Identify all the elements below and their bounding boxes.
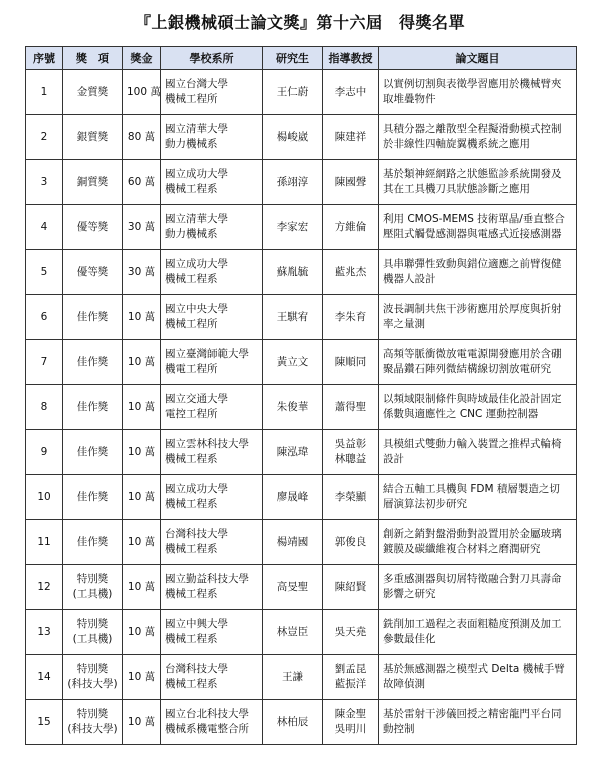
header-advisor: 指導教授 <box>323 47 379 70</box>
cell-no-text: 6 <box>40 310 48 323</box>
cell-thesis <box>379 610 577 655</box>
cell-school-text: 機械工程所 <box>165 318 218 330</box>
cell-advisor-text: 陳順同 <box>334 355 367 368</box>
cell-thesis-text: 影響之研究 <box>383 588 436 600</box>
cell-prize-text: 30 萬 <box>127 220 156 233</box>
cell-no-text: 1 <box>40 85 48 98</box>
cell-award-text: (工具機) <box>72 633 113 645</box>
cell-thesis <box>379 430 577 475</box>
cell-award <box>63 610 123 655</box>
cell-advisor <box>323 700 379 745</box>
cell-thesis-text: 利用 CMOS-MEMS 技術單晶/垂直整合 <box>383 213 565 225</box>
cell-school <box>161 385 263 430</box>
cell-school-text: 台灣科技大學 <box>165 663 228 675</box>
cell-thesis-text: 基於類神經網路之狀態監診系統開發及 <box>383 168 562 180</box>
cell-no-text: 10 <box>37 490 51 503</box>
cell-advisor-text: 李志中 <box>334 85 367 98</box>
cell-advisor <box>323 430 379 475</box>
cell-award <box>63 250 123 295</box>
cell-advisor <box>323 295 379 340</box>
cell-award-text: (工具機) <box>72 588 113 600</box>
cell-no-text: 9 <box>40 445 48 458</box>
cell-no <box>26 70 63 115</box>
cell-award-text: 銅質獎 <box>76 175 109 188</box>
cell-thesis-text: 具串聯彈性致動與錯位適應之前臂復健 <box>383 258 562 270</box>
cell-advisor <box>323 340 379 385</box>
cell-advisor <box>323 205 379 250</box>
cell-award <box>63 205 123 250</box>
table-row <box>26 115 577 160</box>
cell-award <box>63 70 123 115</box>
cell-school-text: 機電工程所 <box>165 363 218 375</box>
cell-school-text: 機械工程系 <box>165 183 218 195</box>
cell-award-text: 佳作獎 <box>76 490 109 503</box>
cell-thesis <box>379 340 577 385</box>
cell-school <box>161 160 263 205</box>
cell-advisor <box>323 475 379 520</box>
cell-thesis-text: 創新之銷對盤滑動對設置用於金屬玻璃 <box>383 528 562 540</box>
cell-advisor <box>323 520 379 565</box>
cell-student-text: 蘇胤毓 <box>276 265 309 278</box>
cell-student-text: 黃立文 <box>276 355 309 368</box>
cell-school-text: 機械工程系 <box>165 498 218 510</box>
cell-no <box>26 295 63 340</box>
cell-school-text: 國立清華大學 <box>165 213 228 225</box>
cell-thesis-text: 結合五軸工具機與 FDM 積層製造之切 <box>383 483 560 495</box>
cell-school <box>161 250 263 295</box>
cell-prize-text: 10 萬 <box>127 625 156 638</box>
cell-no <box>26 520 63 565</box>
cell-award <box>63 115 123 160</box>
cell-student-text: 王謙 <box>282 670 303 683</box>
cell-thesis-text: 銑削加工過程之表面粗糙度預測及加工 <box>383 618 562 630</box>
cell-school-text: 國立中央大學 <box>165 303 228 315</box>
cell-award-text: 特別獎 <box>76 708 109 720</box>
cell-thesis <box>379 385 577 430</box>
cell-award <box>63 565 123 610</box>
cell-thesis <box>379 565 577 610</box>
cell-thesis-text: 設計 <box>383 453 404 465</box>
cell-no-text: 13 <box>37 625 51 638</box>
cell-award <box>63 700 123 745</box>
cell-school-text: 國立清華大學 <box>165 123 228 135</box>
cell-award-text: (科技大學) <box>67 678 118 690</box>
cell-no <box>26 340 63 385</box>
cell-prize-text: 80 萬 <box>127 130 156 143</box>
cell-prize-text: 100 萬 <box>127 85 161 98</box>
table-row <box>26 205 577 250</box>
cell-thesis-text: 基於雷射干涉儀回授之精密龍門平台同 <box>383 708 562 720</box>
cell-prize <box>123 295 161 340</box>
cell-student <box>263 430 323 475</box>
cell-no-text: 12 <box>37 580 51 593</box>
cell-school-text: 國立成功大學 <box>165 483 228 495</box>
cell-thesis-text: 以頻域限制條件與時域最佳化設計固定 <box>383 393 562 405</box>
cell-school-text: 國立台北科技大學 <box>165 708 249 720</box>
cell-award-text: 佳作獎 <box>76 355 109 368</box>
cell-advisor <box>323 115 379 160</box>
cell-no-text: 5 <box>40 265 48 278</box>
cell-prize <box>123 250 161 295</box>
cell-thesis <box>379 295 577 340</box>
cell-prize <box>123 655 161 700</box>
cell-student <box>263 655 323 700</box>
cell-school <box>161 565 263 610</box>
cell-thesis-text: 於非線性四軸旋翼機系統之應用 <box>383 138 530 150</box>
cell-student <box>263 565 323 610</box>
cell-thesis <box>379 700 577 745</box>
cell-thesis <box>379 475 577 520</box>
cell-student-text: 楊峻崴 <box>276 130 309 143</box>
cell-thesis-text: 取堆疊物件 <box>383 93 436 105</box>
cell-award <box>63 385 123 430</box>
header-student: 研究生 <box>263 47 323 70</box>
cell-no <box>26 115 63 160</box>
table-row <box>26 655 577 700</box>
cell-award-text: 佳作獎 <box>76 445 109 458</box>
cell-no <box>26 250 63 295</box>
cell-award-text: 金質獎 <box>76 85 109 98</box>
cell-school-text: 電控工程所 <box>165 408 218 420</box>
cell-student <box>263 385 323 430</box>
cell-no-text: 14 <box>37 670 51 683</box>
table-row <box>26 475 577 520</box>
cell-no-text: 4 <box>40 220 48 233</box>
cell-student-text: 陳泓瑋 <box>276 445 309 458</box>
cell-thesis <box>379 655 577 700</box>
cell-prize <box>123 475 161 520</box>
cell-thesis-text: 係數與適應性之 CNC 運動控制器 <box>383 408 539 420</box>
cell-school-text: 機械工程系 <box>165 543 218 555</box>
cell-award-text: (科技大學) <box>67 723 118 735</box>
cell-thesis-text: 率之量測 <box>383 318 425 330</box>
cell-award-text: 特別獎 <box>76 573 109 585</box>
cell-thesis <box>379 520 577 565</box>
cell-school <box>161 340 263 385</box>
header-school: 學校系所 <box>161 47 263 70</box>
cell-student <box>263 70 323 115</box>
cell-school-text: 機械工程所 <box>165 93 218 105</box>
cell-advisor-text: 陳紹賢 <box>334 580 367 593</box>
cell-award-text: 特別獎 <box>76 618 109 630</box>
cell-school <box>161 700 263 745</box>
cell-school-text: 台灣科技大學 <box>165 528 228 540</box>
cell-no <box>26 205 63 250</box>
cell-student-text: 楊靖國 <box>276 535 309 548</box>
cell-no <box>26 385 63 430</box>
table-row <box>26 160 577 205</box>
cell-prize <box>123 565 161 610</box>
cell-school <box>161 115 263 160</box>
cell-school-text: 國立台灣大學 <box>165 78 228 90</box>
cell-student <box>263 610 323 655</box>
cell-thesis-text: 層演算法初步研究 <box>383 498 467 510</box>
cell-student <box>263 115 323 160</box>
cell-thesis-text: 聚晶鑽石陣列微結構線切割放電研究 <box>383 363 551 375</box>
cell-prize <box>123 385 161 430</box>
cell-thesis <box>379 160 577 205</box>
cell-thesis-text: 壓阻式觸覺感測器與電感式近接感測器 <box>383 228 562 240</box>
cell-student <box>263 520 323 565</box>
cell-award-text: 佳作獎 <box>76 310 109 323</box>
cell-student-text: 朱俊華 <box>276 400 309 413</box>
table-row <box>26 295 577 340</box>
cell-school-text: 國立成功大學 <box>165 258 228 270</box>
cell-school-text: 國立中興大學 <box>165 618 228 630</box>
cell-award <box>63 475 123 520</box>
cell-thesis-text: 具模組式雙動力輸入裝置之推桿式輪椅 <box>383 438 562 450</box>
cell-school-text: 動力機械系 <box>165 138 218 150</box>
cell-advisor <box>323 655 379 700</box>
cell-prize <box>123 430 161 475</box>
cell-advisor-text: 劉孟昆 <box>334 663 367 675</box>
cell-thesis <box>379 70 577 115</box>
cell-no <box>26 160 63 205</box>
cell-award <box>63 430 123 475</box>
cell-school-text: 機械工程系 <box>165 588 218 600</box>
cell-prize <box>123 115 161 160</box>
cell-student <box>263 250 323 295</box>
cell-no-text: 15 <box>37 715 51 728</box>
cell-advisor-text: 吳益彰 <box>334 438 367 450</box>
cell-prize-text: 10 萬 <box>127 535 156 548</box>
cell-school-text: 機械工程系 <box>165 633 218 645</box>
cell-advisor-text: 李朱育 <box>334 310 367 323</box>
cell-advisor-text: 陳建祥 <box>334 130 367 143</box>
cell-advisor <box>323 250 379 295</box>
cell-student-text: 林豈臣 <box>276 625 309 638</box>
cell-prize <box>123 340 161 385</box>
cell-school <box>161 70 263 115</box>
cell-no-text: 7 <box>40 355 48 368</box>
cell-prize <box>123 700 161 745</box>
cell-school-text: 機械工程系 <box>165 273 218 285</box>
cell-no <box>26 610 63 655</box>
cell-advisor <box>323 610 379 655</box>
cell-no-text: 3 <box>40 175 48 188</box>
cell-student-text: 高旻聖 <box>276 580 309 593</box>
cell-advisor-text: 方維倫 <box>334 220 367 233</box>
cell-thesis-text: 鍍膜及碳纖維複合材料之磨潤研究 <box>383 543 541 555</box>
cell-school-text: 動力機械系 <box>165 228 218 240</box>
cell-thesis-text: 基於無感測器之模型式 Delta 機械手臂 <box>383 663 565 675</box>
table-row <box>26 340 577 385</box>
cell-school-text: 國立成功大學 <box>165 168 228 180</box>
header-thesis: 論文題目 <box>379 47 577 70</box>
cell-award <box>63 520 123 565</box>
cell-thesis <box>379 115 577 160</box>
cell-award <box>63 655 123 700</box>
cell-award-text: 優等獎 <box>76 220 109 233</box>
cell-no-text: 2 <box>40 130 48 143</box>
cell-thesis-text: 機器人設計 <box>383 273 436 285</box>
cell-student-text: 林柏辰 <box>276 715 309 728</box>
cell-school <box>161 205 263 250</box>
cell-thesis-text: 參數最佳化 <box>383 633 436 645</box>
cell-student <box>263 340 323 385</box>
cell-thesis <box>379 250 577 295</box>
cell-prize-text: 10 萬 <box>127 490 156 503</box>
cell-no-text: 8 <box>40 400 48 413</box>
cell-advisor-text: 陳國聲 <box>334 175 367 188</box>
cell-school <box>161 430 263 475</box>
cell-student <box>263 160 323 205</box>
cell-prize-text: 10 萬 <box>127 580 156 593</box>
cell-advisor-text: 陳金聖 <box>334 708 367 720</box>
cell-prize-text: 60 萬 <box>127 175 156 188</box>
cell-award <box>63 160 123 205</box>
cell-school <box>161 520 263 565</box>
cell-student-text: 王仁蔚 <box>276 85 309 98</box>
cell-prize-text: 10 萬 <box>127 670 156 683</box>
award-table <box>25 46 577 745</box>
cell-school <box>161 610 263 655</box>
cell-student <box>263 205 323 250</box>
cell-school-text: 機械系機電整合所 <box>165 723 249 735</box>
cell-advisor-text: 吳明川 <box>334 723 367 735</box>
cell-prize <box>123 610 161 655</box>
cell-advisor <box>323 565 379 610</box>
cell-thesis <box>379 205 577 250</box>
cell-advisor-text: 林聰益 <box>334 453 367 465</box>
cell-student <box>263 295 323 340</box>
cell-student-text: 廖晟峰 <box>276 490 309 503</box>
cell-thesis-text: 以實例切割與表徵學習應用於機械臂夾 <box>383 78 562 90</box>
cell-no <box>26 655 63 700</box>
cell-school-text: 國立臺灣師範大學 <box>165 348 249 360</box>
cell-student <box>263 700 323 745</box>
cell-school <box>161 655 263 700</box>
cell-thesis-text: 故障偵測 <box>383 678 425 690</box>
cell-student-text: 王騏宥 <box>276 310 309 323</box>
page-title: 『上銀機械碩士論文獎』第十六屆 得獎名單 <box>134 13 465 32</box>
cell-award-text: 佳作獎 <box>76 400 109 413</box>
cell-student-text: 孫翊淳 <box>276 175 309 188</box>
cell-student-text: 李家宏 <box>276 220 309 233</box>
cell-no <box>26 475 63 520</box>
cell-no <box>26 430 63 475</box>
cell-prize-text: 10 萬 <box>127 715 156 728</box>
cell-advisor-text: 李榮顯 <box>334 490 367 503</box>
cell-prize <box>123 205 161 250</box>
cell-prize <box>123 160 161 205</box>
table-row <box>26 385 577 430</box>
cell-advisor <box>323 70 379 115</box>
cell-school-text: 國立勤益科技大學 <box>165 573 249 585</box>
table-row <box>26 520 577 565</box>
cell-award-text: 優等獎 <box>76 265 109 278</box>
cell-school <box>161 295 263 340</box>
cell-no <box>26 565 63 610</box>
cell-advisor-text: 藍兆杰 <box>334 265 367 278</box>
table-row <box>26 610 577 655</box>
cell-school-text: 國立雲林科技大學 <box>165 438 249 450</box>
cell-award-text: 特別獎 <box>76 663 109 675</box>
cell-advisor <box>323 385 379 430</box>
cell-award-text: 佳作獎 <box>76 535 109 548</box>
cell-school-text: 國立交通大學 <box>165 393 228 405</box>
cell-prize-text: 10 萬 <box>127 445 156 458</box>
table-row <box>26 430 577 475</box>
cell-thesis-text: 動控制 <box>383 723 415 735</box>
cell-prize-text: 10 萬 <box>127 310 156 323</box>
cell-no <box>26 700 63 745</box>
cell-thesis-text: 高頻等脈衝微放電電源開發應用於含硼 <box>383 348 562 360</box>
cell-prize-text: 10 萬 <box>127 400 156 413</box>
cell-advisor-text: 蕭得聖 <box>334 400 367 413</box>
table-row <box>26 70 577 115</box>
header-award: 獎 項 <box>63 47 123 70</box>
cell-school-text: 機械工程系 <box>165 678 218 690</box>
header-no: 序號 <box>26 47 63 70</box>
table-header-row <box>26 47 577 70</box>
cell-no-text: 11 <box>37 535 51 548</box>
cell-award-text: 銀質獎 <box>76 130 109 143</box>
table-row <box>26 250 577 295</box>
cell-advisor-text: 郭俊良 <box>334 535 367 548</box>
cell-prize-text: 30 萬 <box>127 265 156 278</box>
cell-award <box>63 295 123 340</box>
cell-award <box>63 340 123 385</box>
cell-thesis-text: 多重感測器與切屑特徵融合對刀具壽命 <box>383 573 562 585</box>
table-row <box>26 700 577 745</box>
cell-thesis-text: 具積分器之離散型全程擬滑動模式控制 <box>383 123 562 135</box>
table-row <box>26 565 577 610</box>
cell-advisor-text: 吳天堯 <box>334 625 367 638</box>
cell-thesis-text: 其在工具機刀具狀態診斷之應用 <box>383 183 530 195</box>
header-prize: 獎金 <box>123 47 161 70</box>
cell-school <box>161 475 263 520</box>
cell-advisor-text: 藍振洋 <box>334 678 367 690</box>
cell-advisor <box>323 160 379 205</box>
cell-prize <box>123 520 161 565</box>
cell-student <box>263 475 323 520</box>
cell-prize <box>123 70 161 115</box>
cell-thesis-text: 波長調制共焦干涉術應用於厚度與折射 <box>383 303 562 315</box>
cell-prize-text: 10 萬 <box>127 355 156 368</box>
cell-school-text: 機械工程系 <box>165 453 218 465</box>
